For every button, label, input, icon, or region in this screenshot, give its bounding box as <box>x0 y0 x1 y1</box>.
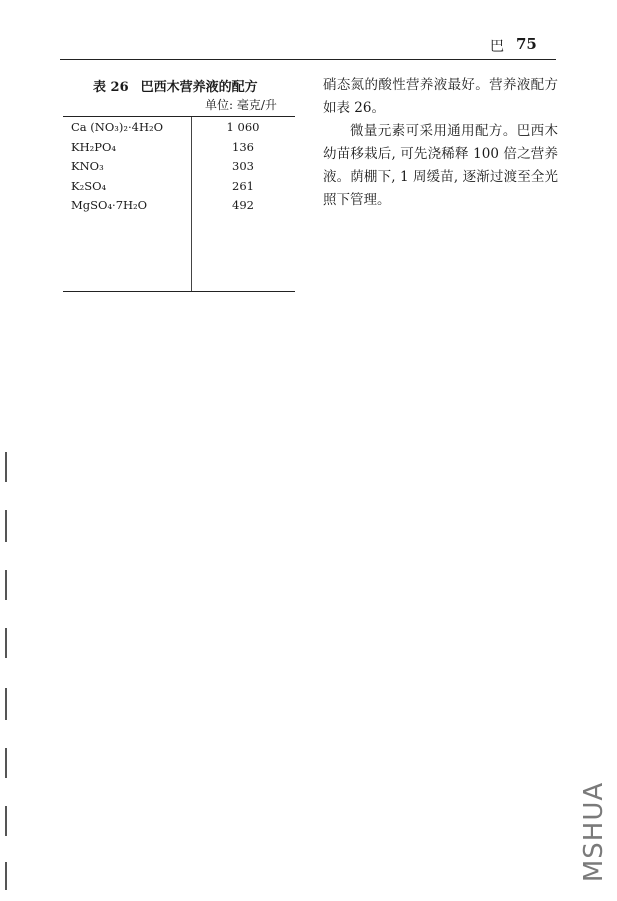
table-top-rule <box>63 116 295 117</box>
compound-cell: KH₂PO₄ <box>71 139 117 154</box>
table-body <box>63 120 295 218</box>
compound-cell: K₂SO₄ <box>71 178 107 193</box>
scan-mark <box>5 688 7 720</box>
table-row <box>63 198 295 218</box>
value-cell: 1 060 <box>226 120 260 134</box>
scan-mark <box>5 570 7 600</box>
watermark-text: MSHUA <box>579 781 609 883</box>
page-header <box>60 34 556 58</box>
header-rule <box>60 59 556 60</box>
table-unit: 单位: 毫克/升 <box>205 98 277 112</box>
value-cell: 492 <box>232 198 254 212</box>
value-cell: 303 <box>232 159 254 173</box>
table-row <box>63 159 295 179</box>
scan-mark <box>5 748 7 778</box>
scan-mark <box>5 452 7 482</box>
compound-cell: MgSO₄·7H₂O <box>71 198 148 212</box>
page-number: 75 <box>516 35 537 53</box>
value-cell: 136 <box>232 139 254 154</box>
table-row <box>63 179 295 199</box>
scan-mark <box>5 806 7 836</box>
compound-cell: Ca (NO₃)₂·4H₂O <box>71 120 164 134</box>
paragraph: 硝态氮的酸性营养液最好。营养液配方如表 26。 <box>323 77 558 116</box>
paragraph: 微量元素可采用通用配方。巴西木幼苗移栽后, 可先浇稀释 100 倍之营养液。荫棚下, 1 周缓苗, 逐渐过渡至全光照下管理。 <box>323 123 558 208</box>
watermark <box>574 782 614 882</box>
body-text <box>323 74 558 212</box>
table-title: 巴西木营养液的配方 <box>140 80 258 95</box>
scan-mark <box>5 510 7 542</box>
table-bottom-rule <box>63 291 295 292</box>
table-row <box>63 120 295 140</box>
table-caption <box>93 76 258 95</box>
chapter-label: 巴 <box>490 39 504 55</box>
table-row <box>63 140 295 160</box>
table-number: 表 26 <box>93 80 129 95</box>
scan-mark <box>5 862 7 890</box>
value-cell: 261 <box>232 178 254 193</box>
scan-mark <box>5 628 7 658</box>
compound-cell: KNO₃ <box>71 159 104 173</box>
